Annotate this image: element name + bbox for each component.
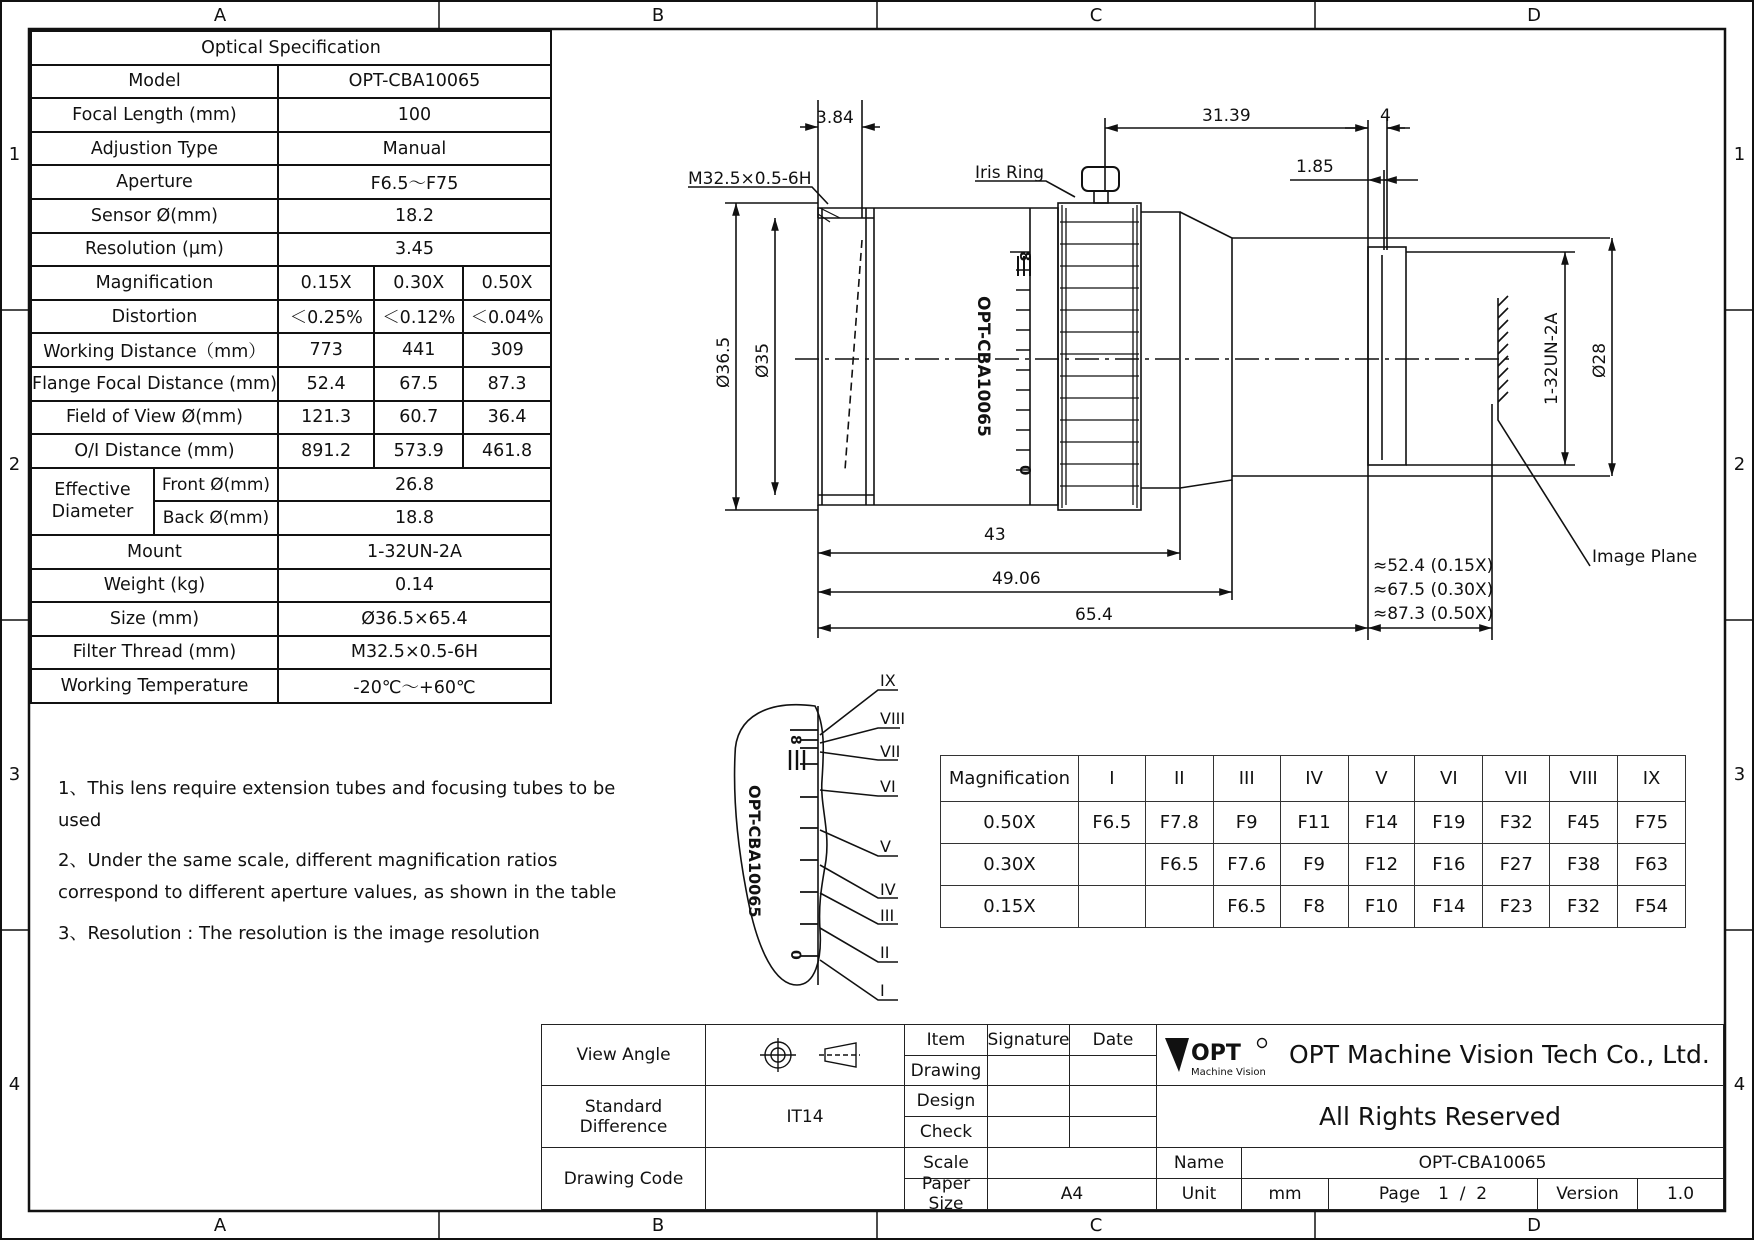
table-row xyxy=(941,802,1686,844)
spec-value: 309 xyxy=(463,333,551,367)
drawing-code-value xyxy=(705,1147,905,1210)
spec-value: 67.5 xyxy=(374,367,463,401)
spec-value: 573.9 xyxy=(374,434,463,468)
projection-symbol-icon xyxy=(745,1035,865,1075)
roman-iv: IV xyxy=(880,880,896,899)
spec-value: 441 xyxy=(374,333,463,367)
header-cell: V xyxy=(1348,756,1415,802)
table-cell: F6.5 xyxy=(1145,844,1213,886)
unit-label: Unit xyxy=(1156,1178,1242,1210)
company-name: OPT Machine Vision Tech Co., Ltd. xyxy=(1289,1040,1710,1069)
zone-row-3-right: 3 xyxy=(1733,764,1746,785)
dim-mount: 1-32UN-2A xyxy=(1542,312,1562,405)
spec-value: Ø36.5×65.4 xyxy=(278,602,551,636)
table-cell: F10 xyxy=(1348,886,1415,928)
roman-ix: IX xyxy=(880,671,896,690)
page-info xyxy=(1328,1178,1538,1210)
table-cell: F7.6 xyxy=(1213,844,1280,886)
spec-label: Size (mm) xyxy=(31,602,278,636)
spec-label: Distortion xyxy=(31,300,278,334)
roman-vi: VI xyxy=(880,777,896,796)
view-angle-label: View Angle xyxy=(541,1024,706,1086)
spec-value: OPT-CBA10065 xyxy=(278,65,551,99)
iris-ring-label: Iris Ring xyxy=(975,163,1045,183)
table-row xyxy=(941,844,1686,886)
table-cell: F19 xyxy=(1415,802,1483,844)
spec-value: M32.5×0.5-6H xyxy=(278,636,551,670)
flange-030: ≈67.5 (0.30X) xyxy=(1373,580,1494,600)
zone-row-2-right: 2 xyxy=(1733,454,1746,475)
header-cell: II xyxy=(1145,756,1213,802)
table-cell: F14 xyxy=(1348,802,1415,844)
table-cell: F6.5 xyxy=(1213,886,1280,928)
spec-value: 36.4 xyxy=(463,401,551,435)
table-cell: F75 xyxy=(1618,802,1686,844)
header-cell: IV xyxy=(1280,756,1348,802)
company-header xyxy=(1156,1024,1724,1086)
zone-row-4-left: 4 xyxy=(8,1074,21,1095)
header-cell: I xyxy=(1078,756,1145,802)
roman-iii: III xyxy=(880,906,895,925)
spec-label: Weight (kg) xyxy=(31,569,278,603)
thread-label: M32.5×0.5-6H xyxy=(688,169,812,189)
dim-4: 4 xyxy=(1380,106,1391,126)
spec-value: 891.2 xyxy=(278,434,374,468)
aperture-table xyxy=(940,755,1686,928)
spec-label: Model xyxy=(31,65,278,99)
check-date xyxy=(1069,1116,1157,1148)
table-cell: F27 xyxy=(1483,844,1550,886)
paper-size-label: Paper Size xyxy=(904,1178,988,1210)
zone-col-c-bottom: C xyxy=(1089,1215,1103,1236)
spec-label: Aperture xyxy=(31,165,278,199)
table-cell: 0.30X xyxy=(941,844,1079,886)
dim-65-4: 65.4 xyxy=(1075,605,1113,625)
dim-28: Ø28 xyxy=(1590,342,1610,378)
zone-row-1-left: 1 xyxy=(8,144,21,165)
zone-col-a-top: A xyxy=(213,5,227,26)
zone-col-d-top: D xyxy=(1527,5,1541,26)
table-cell: F7.8 xyxy=(1145,802,1213,844)
signature-label: Signature xyxy=(987,1024,1070,1056)
table-cell: F9 xyxy=(1213,802,1280,844)
roman-i: I xyxy=(880,981,885,1000)
spec-value: 18.2 xyxy=(278,199,551,233)
header-cell: VII xyxy=(1483,756,1550,802)
spec-value: 60.7 xyxy=(374,401,463,435)
spec-value: 18.8 xyxy=(278,501,551,535)
name-value: OPT-CBA10065 xyxy=(1241,1147,1724,1179)
spec-label: Back Ø(mm) xyxy=(154,501,278,535)
spec-value: 0.15X xyxy=(278,266,374,300)
spec-value: ＜0.25% xyxy=(278,300,374,334)
roman-v: V xyxy=(880,837,891,856)
spec-title: Optical Specification xyxy=(31,31,551,65)
note-line: 1、This lens require extension tubes and focusing tubes to be xyxy=(58,778,616,799)
flange-015: ≈52.4 (0.15X) xyxy=(1373,556,1494,576)
note-line: used xyxy=(58,810,102,831)
page-label: Page xyxy=(1378,1184,1421,1204)
table-cell xyxy=(1078,844,1145,886)
table-cell: 0.50X xyxy=(941,802,1079,844)
spec-value: 3.45 xyxy=(278,233,551,267)
zone-col-b-top: B xyxy=(651,5,665,26)
check-label: Check xyxy=(904,1116,988,1148)
scale-mark-0: 0 xyxy=(787,950,803,960)
header-cell: Magnification xyxy=(941,756,1079,802)
check-signature xyxy=(987,1116,1070,1148)
table-cell: F54 xyxy=(1618,886,1686,928)
spec-label: Field of View Ø(mm) xyxy=(31,401,278,435)
design-date xyxy=(1069,1085,1157,1117)
table-cell xyxy=(1078,886,1145,928)
spec-label: Mount xyxy=(31,535,278,569)
table-cell: F9 xyxy=(1280,844,1348,886)
note-line: correspond to different aperture values, as shown in the table xyxy=(58,882,617,903)
dim-43: 43 xyxy=(984,525,1006,545)
scale-mark-8: 8 xyxy=(787,735,803,745)
item-label: Item xyxy=(904,1024,988,1056)
scale-model-text: OPT-CBA10065 xyxy=(745,785,764,918)
table-cell: F16 xyxy=(1415,844,1483,886)
table-cell: F38 xyxy=(1550,844,1618,886)
table-cell: F8 xyxy=(1280,886,1348,928)
spec-label: Adjustion Type xyxy=(31,132,278,166)
spec-label: Working Temperature xyxy=(31,669,278,703)
version-label: Version xyxy=(1537,1178,1638,1210)
drawing-label: Drawing xyxy=(904,1055,988,1086)
spec-value: 0.30X xyxy=(374,266,463,300)
page-value: 1 / 2 xyxy=(1438,1184,1488,1204)
paper-size-value: A4 xyxy=(987,1178,1157,1210)
zone-row-3-left: 3 xyxy=(8,764,21,785)
date-label: Date xyxy=(1069,1024,1157,1056)
table-row xyxy=(941,886,1686,928)
table-cell: 0.15X xyxy=(941,886,1079,928)
note-line: 3、Resolution : The resolution is the image resolution xyxy=(58,923,540,944)
dim-31-39: 31.39 xyxy=(1202,106,1251,126)
spec-value: 121.3 xyxy=(278,401,374,435)
zone-col-a-bottom: A xyxy=(213,1215,227,1236)
note-line: 2、Under the same scale, different magnification ratios xyxy=(58,850,558,871)
dim-36-5: Ø36.5 xyxy=(714,336,734,388)
standard-difference-value: IT14 xyxy=(705,1085,905,1148)
spec-label: Sensor Ø(mm) xyxy=(31,199,278,233)
table-cell: F12 xyxy=(1348,844,1415,886)
standard-difference-label: Standard Difference xyxy=(541,1085,706,1148)
spec-label: Resolution (μm) xyxy=(31,233,278,267)
table-cell: F6.5 xyxy=(1078,802,1145,844)
roman-ii: II xyxy=(880,943,890,962)
table-cell: F23 xyxy=(1483,886,1550,928)
aperture-table-header xyxy=(941,756,1686,802)
spec-value: Manual xyxy=(278,132,551,166)
lens-model-text: OPT-CBA10065 xyxy=(973,296,993,437)
table-cell: F14 xyxy=(1415,886,1483,928)
zone-row-1-right: 1 xyxy=(1733,144,1746,165)
logo-text: OPT xyxy=(1191,1041,1241,1066)
dim-1-85: 1.85 xyxy=(1296,157,1334,177)
zone-col-d-bottom: D xyxy=(1527,1215,1541,1236)
table-cell: F32 xyxy=(1483,802,1550,844)
spec-value: ＜0.12% xyxy=(374,300,463,334)
image-plane-label: Image Plane xyxy=(1592,547,1698,567)
spec-value: 100 xyxy=(278,98,551,132)
zone-col-b-bottom: B xyxy=(651,1215,665,1236)
scale-label: Scale xyxy=(904,1147,988,1179)
spec-label: O/I Distance (mm) xyxy=(31,434,278,468)
roman-vii: VII xyxy=(880,742,901,761)
table-cell: F63 xyxy=(1618,844,1686,886)
spec-label: Focal Length (mm) xyxy=(31,98,278,132)
design-label: Design xyxy=(904,1085,988,1117)
logo-subtext: Machine Vision xyxy=(1191,1067,1266,1078)
spec-value: 0.14 xyxy=(278,569,551,603)
header-cell: VI xyxy=(1415,756,1483,802)
header-cell: III xyxy=(1213,756,1280,802)
drawing-date xyxy=(1069,1055,1157,1086)
spec-value: ＜0.04% xyxy=(463,300,551,334)
view-angle-symbol xyxy=(705,1024,905,1086)
opt-logo-icon xyxy=(1161,1030,1281,1080)
dim-49-06: 49.06 xyxy=(992,569,1041,589)
spec-value: 52.4 xyxy=(278,367,374,401)
spec-value: 87.3 xyxy=(463,367,551,401)
unit-value: mm xyxy=(1241,1178,1329,1210)
spec-value: 0.50X xyxy=(463,266,551,300)
zone-row-2-left: 2 xyxy=(8,454,21,475)
dim-35: Ø35 xyxy=(753,342,773,378)
name-label: Name xyxy=(1156,1147,1242,1179)
flange-050: ≈87.3 (0.50X) xyxy=(1373,604,1494,624)
spec-value: -20℃～+60℃ xyxy=(278,669,551,703)
dim-3-84: 3.84 xyxy=(816,108,854,128)
header-cell: IX xyxy=(1618,756,1686,802)
scale-value xyxy=(987,1147,1157,1179)
design-signature xyxy=(987,1085,1070,1117)
drawing-signature xyxy=(987,1055,1070,1086)
zone-row-4-right: 4 xyxy=(1733,1074,1746,1095)
spec-label: Effective Diameter xyxy=(31,468,154,535)
header-cell: VIII xyxy=(1550,756,1618,802)
ring-mark-8: 8 xyxy=(1016,251,1034,262)
ring-mark-0: 0 xyxy=(1016,465,1034,476)
version-value: 1.0 xyxy=(1637,1178,1724,1210)
spec-value: 26.8 xyxy=(278,468,551,502)
spec-label: Flange Focal Distance (mm) xyxy=(31,367,278,401)
table-cell xyxy=(1145,886,1213,928)
table-cell: F32 xyxy=(1550,886,1618,928)
rights-text: All Rights Reserved xyxy=(1156,1085,1724,1148)
title-block xyxy=(541,1024,1724,1214)
zone-col-c-top: C xyxy=(1089,5,1103,26)
spec-label: Working Distance（mm） xyxy=(31,333,278,367)
spec-label: Filter Thread (mm) xyxy=(31,636,278,670)
spec-label: Magnification xyxy=(31,266,278,300)
table-cell: F45 xyxy=(1550,802,1618,844)
spec-value: F6.5～F75 xyxy=(278,165,551,199)
spec-value: 773 xyxy=(278,333,374,367)
spec-value: 461.8 xyxy=(463,434,551,468)
table-cell: F11 xyxy=(1280,802,1348,844)
spec-value: 1-32UN-2A xyxy=(278,535,551,569)
drawing-code-label: Drawing Code xyxy=(541,1147,706,1210)
spec-label: Front Ø(mm) xyxy=(154,468,278,502)
roman-viii: VIII xyxy=(880,709,906,728)
